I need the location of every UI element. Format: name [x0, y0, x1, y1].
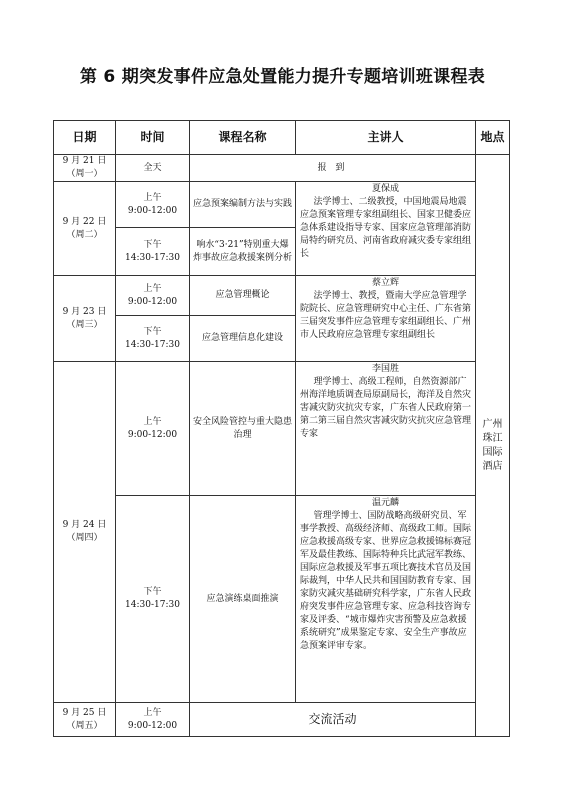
header-time: 时间 — [116, 121, 190, 155]
speaker-desc: 理学博士、高级工程师，自然资源部广州海洋地质调查局原副局长，海洋及自然灾害减灾防灾抗灾专家，广东省人民政府第一第二第三届自然灾害减灾防灾抗灾应急管理专家 — [300, 377, 472, 439]
location-cell: 广州 珠江 国际 酒店 — [476, 155, 510, 737]
header-date: 日期 — [54, 121, 116, 155]
date-cell: 9 月 25 日 （周五） — [54, 703, 116, 737]
time-cell: 全天 — [116, 155, 190, 182]
time-cell: 上午 9:00-12:00 — [116, 362, 190, 496]
speaker-name: 夏保成 — [371, 184, 399, 194]
course-cell: 应急管理信息化建设 — [190, 316, 296, 362]
date-cell: 9 月 22 日 （周二） — [54, 182, 116, 276]
speaker-name: 李国胜 — [371, 364, 399, 374]
activity-cell: 交流活动 — [190, 703, 476, 737]
schedule-table — [53, 120, 510, 737]
course-cell: 应急管理概论 — [190, 276, 296, 316]
table-row — [54, 155, 510, 182]
speaker-cell — [296, 496, 476, 703]
speaker-desc: 法学博士、二级教授，中国地震局地震应急预案管理专家组副组长、国家卫健委应急体系建设指导专家、国家应急管理部消防局特约研究员、河南省政府减灾委专家组组长 — [300, 197, 472, 259]
speaker-cell — [296, 362, 476, 496]
speaker-name: 蔡立辉 — [371, 278, 399, 288]
header-speaker: 主讲人 — [296, 121, 476, 155]
time-cell: 下午 14:30-17:30 — [116, 228, 190, 276]
table-row — [54, 276, 510, 316]
time-cell: 上午 9:00-12:00 — [116, 276, 190, 316]
time-cell: 下午 14:30-17:30 — [116, 316, 190, 362]
header-course: 课程名称 — [190, 121, 296, 155]
header-location: 地点 — [476, 121, 510, 155]
page-title: 第 6 期突发事件应急处置能力提升专题培训班课程表 — [79, 67, 486, 87]
header-row — [54, 121, 510, 155]
time-cell: 上午 9:00-12:00 — [116, 703, 190, 737]
speaker-desc: 法学博士、教授，暨南大学应急管理学院院长、应急管理研究中心主任、广东省第三届突发事件应急管理专家组副组长、广州市人民政府应急管理专家组副组长 — [300, 291, 472, 340]
table-row — [54, 362, 510, 496]
course-cell: 响水“3·21”特别重大爆炸事故应急救援案例分析 — [190, 228, 296, 276]
date-cell: 9 月 24 日 （周四） — [54, 362, 116, 703]
table-row — [54, 496, 510, 703]
table-row — [54, 182, 510, 228]
table-row — [54, 703, 510, 737]
speaker-cell — [296, 276, 476, 362]
course-cell: 安全风险管控与重大隐患治理 — [190, 362, 296, 496]
activity-cell: 报 到 — [190, 155, 476, 182]
course-cell: 应急演练桌面推演 — [190, 496, 296, 703]
time-cell: 下午 14:30-17:30 — [116, 496, 190, 703]
date-cell: 9 月 21 日 （周一） — [54, 155, 116, 182]
time-cell: 上午 9:00-12:00 — [116, 182, 190, 228]
speaker-name: 温元麟 — [371, 498, 399, 508]
speaker-desc: 管理学博士、国防战略高级研究员、军事学教授、高级经济师、高级政工师。国际应急救援高级专家、世界应急救援锦标赛冠军及最佳教练、国际特种兵比武冠军教练、国际应急救援及军事五项比赛技术官员及国际裁判，中华人民共和国国防教育专家、国家防灾减灾基础研究科学家，广东省人民政府突发事件应急管理专家、应急科技咨询专家及评委、“城市爆炸灾害预警及应急救援系统研究”成果鉴定专家、安全生产事故应急预案评审专家。 — [300, 511, 472, 651]
course-cell: 应急预案编制方法与实践 — [190, 182, 296, 228]
speaker-cell — [296, 182, 476, 276]
date-cell: 9 月 23 日 （周三） — [54, 276, 116, 362]
